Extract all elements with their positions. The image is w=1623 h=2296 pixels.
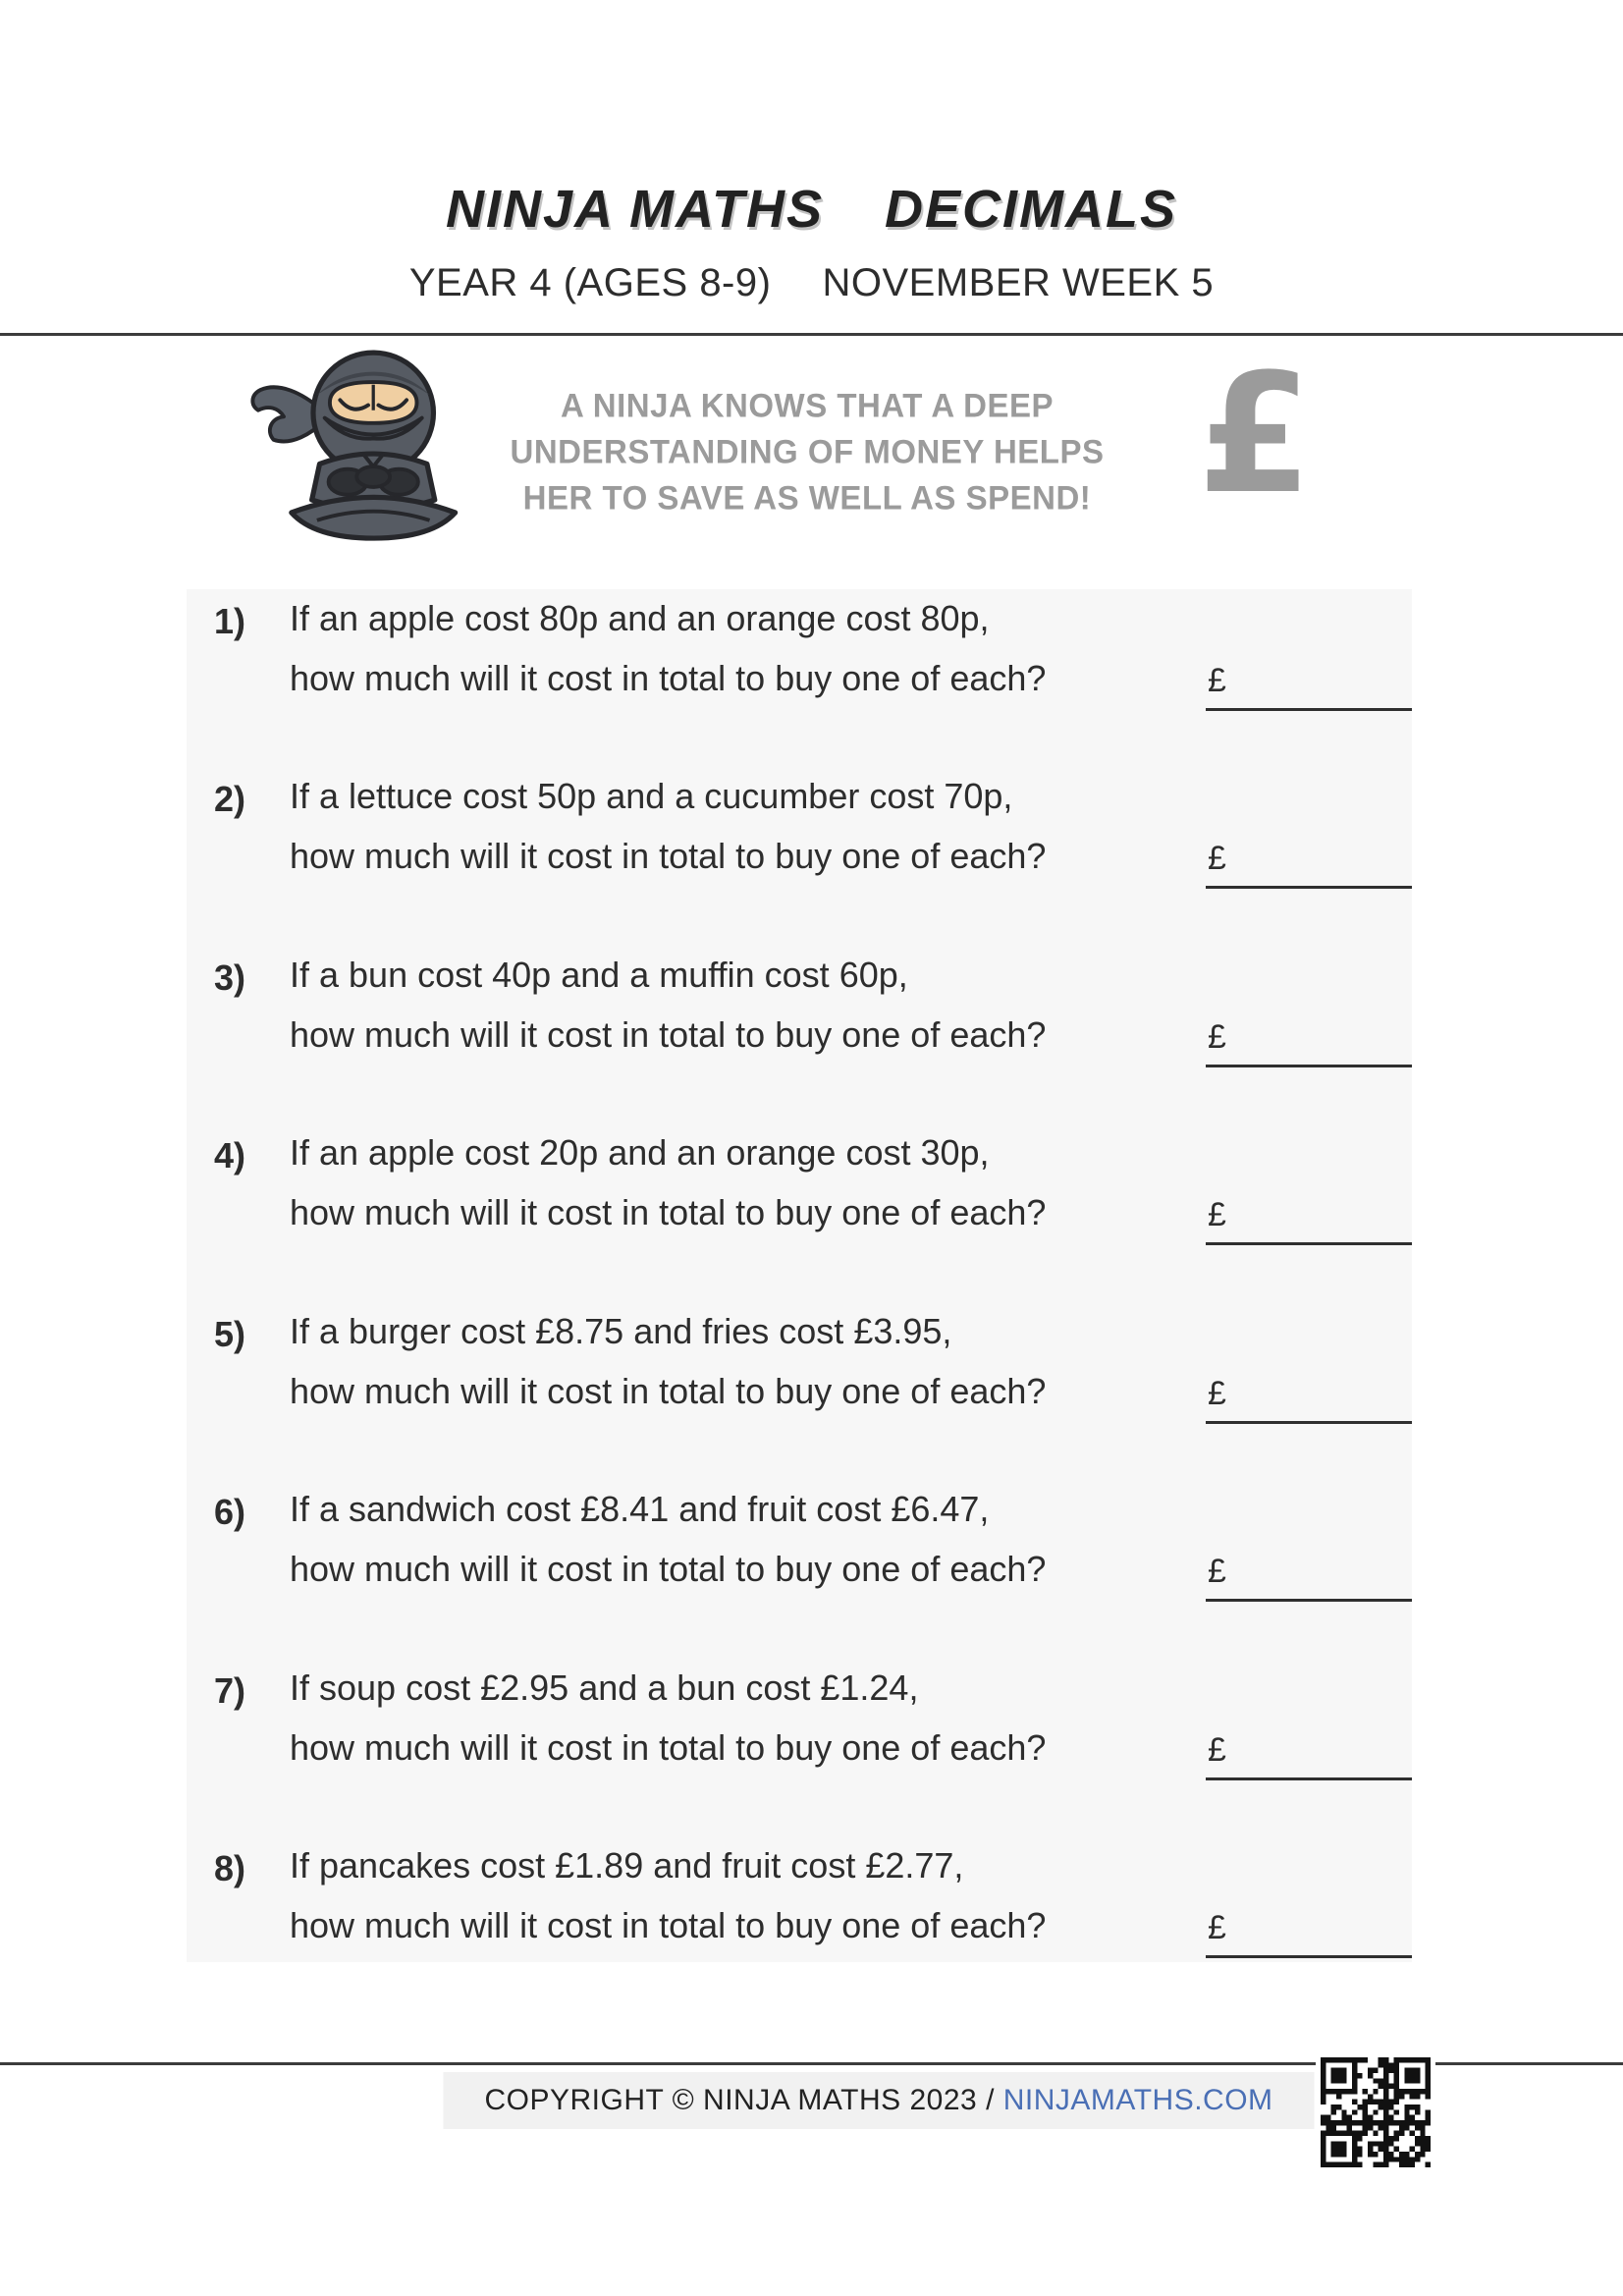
page-subtitle — [0, 261, 1623, 305]
question-number: 6) — [214, 1492, 246, 1532]
question-line1: If a burger cost £8.75 and fries cost £3.95, — [290, 1311, 952, 1351]
answer-field[interactable] — [1206, 834, 1412, 889]
question-line2: how much will it cost in total to buy one of each? — [290, 1014, 1047, 1055]
pound-sign: £ — [1208, 1018, 1226, 1056]
page-title — [0, 179, 1623, 240]
question-line2: how much will it cost in total to buy one of each? — [290, 1371, 1047, 1411]
question-line1: If an apple cost 20p and an orange cost 30p, — [290, 1132, 990, 1173]
quote-line-3: HER TO SAVE AS WELL AS SPEND! — [522, 478, 1092, 517]
question-line2: how much will it cost in total to buy one of each? — [290, 1192, 1047, 1232]
question-number: 7) — [214, 1670, 246, 1711]
pound-sign: £ — [1208, 662, 1226, 699]
question-line2: how much will it cost in total to buy one of each? — [290, 1549, 1047, 1589]
question-row-4 — [187, 1132, 1412, 1283]
question-number: 8) — [214, 1848, 246, 1888]
answer-field[interactable] — [1206, 1012, 1412, 1067]
brand-title: NINJA MATHS — [446, 180, 824, 239]
pound-sign: £ — [1208, 1553, 1226, 1590]
answer-field[interactable] — [1206, 1903, 1412, 1958]
question-text — [290, 957, 1046, 1053]
question-line2: how much will it cost in total to buy one of each? — [290, 836, 1047, 876]
question-line2: how much will it cost in total to buy one of each? — [290, 1727, 1047, 1768]
pound-sign: £ — [1208, 840, 1226, 877]
question-text — [290, 1489, 1047, 1589]
answer-field[interactable] — [1206, 656, 1412, 711]
question-row-7 — [187, 1667, 1412, 1818]
question-text — [290, 1132, 1047, 1232]
question-line1: If a lettuce cost 50p and a cucumber cost 70p, — [290, 776, 1013, 816]
question-row-6 — [187, 1489, 1412, 1639]
question-number: 1) — [214, 601, 246, 641]
question-text — [290, 776, 1047, 876]
question-line1: If a sandwich cost £8.41 and fruit cost £6.47, — [290, 1489, 990, 1529]
question-row-2 — [187, 776, 1412, 926]
question-line1: If a bun cost 40p and a muffin cost 60p, — [290, 955, 908, 995]
pound-sign: £ — [1208, 1196, 1226, 1233]
motivational-quote — [444, 382, 1170, 519]
question-text — [290, 1311, 1047, 1411]
pound-sign: £ — [1208, 1731, 1226, 1769]
question-number: 3) — [214, 957, 246, 998]
answer-field[interactable] — [1206, 1369, 1412, 1424]
question-line2: how much will it cost in total to buy one of each? — [290, 658, 1047, 698]
qr-code-icon — [1321, 2057, 1431, 2167]
answer-field[interactable] — [1206, 1547, 1412, 1602]
quote-line-2: UNDERSTANDING OF MONEY HELPS — [510, 432, 1105, 470]
question-row-1 — [187, 598, 1412, 748]
website-link[interactable]: NINJAMATHS.COM — [1002, 2084, 1273, 2116]
question-line2: how much will it cost in total to buy one of each? — [290, 1905, 1047, 1945]
pound-sign: £ — [1208, 1375, 1226, 1412]
answer-field[interactable] — [1206, 1190, 1412, 1245]
question-number: 4) — [214, 1135, 246, 1175]
question-text — [290, 1845, 1047, 1945]
question-number: 2) — [214, 779, 246, 819]
pound-sign-icon: £ — [1197, 338, 1313, 530]
topic-title: DECIMALS — [885, 180, 1177, 239]
question-line1: If pancakes cost £1.89 and fruit cost £2.77, — [290, 1845, 964, 1886]
quote-line-1: A NINJA KNOWS THAT A DEEP — [560, 386, 1054, 424]
question-row-8 — [187, 1845, 1412, 1995]
question-text — [290, 598, 1047, 698]
copyright-text: COPYRIGHT © NINJA MATHS 2023 / — [484, 2084, 995, 2116]
question-line1: If an apple cost 80p and an orange cost 80p, — [290, 598, 990, 638]
pound-sign: £ — [1208, 1909, 1226, 1946]
question-number: 5) — [214, 1314, 246, 1354]
question-line1: If soup cost £2.95 and a bun cost £1.24, — [290, 1667, 919, 1708]
question-row-3 — [187, 957, 1412, 1105]
question-text — [290, 1667, 1047, 1768]
question-row-5 — [187, 1311, 1412, 1461]
week-label: NOVEMBER WEEK 5 — [822, 261, 1215, 304]
year-label: YEAR 4 (AGES 8-9) — [408, 261, 772, 304]
header-divider — [0, 333, 1623, 336]
answer-field[interactable] — [1206, 1725, 1412, 1780]
qr-code-card — [1316, 2052, 1435, 2172]
footer-copyright — [443, 2072, 1314, 2129]
